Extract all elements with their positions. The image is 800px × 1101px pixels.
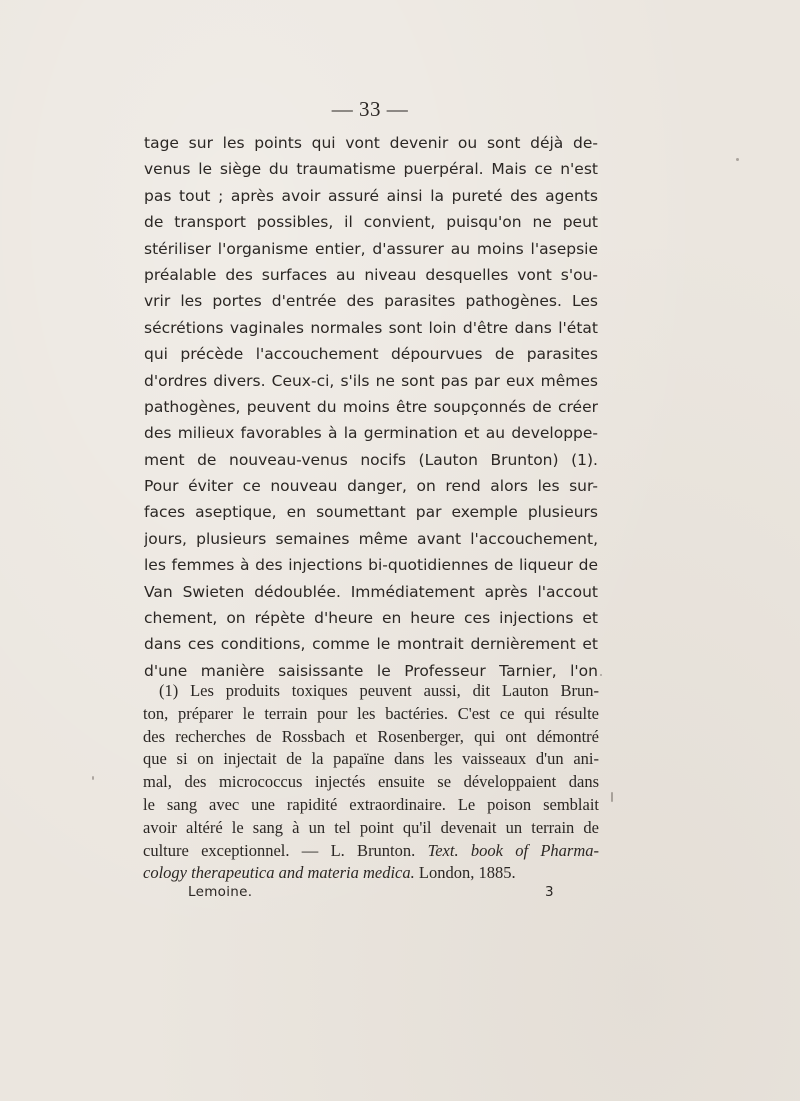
body-line: dans ces conditions, comme le montrait dernièrement et (144, 635, 598, 654)
paper-speck (736, 158, 739, 161)
footnote-line (143, 840, 599, 863)
body-text (144, 130, 598, 684)
footnote-book-title: Text. book of Pharma- (427, 840, 599, 860)
footnote-book-title-cont: cology therapeutica and materia medica. (143, 863, 415, 883)
body-line: Van Swieten dédoublée. Immédiatement après l'accout (144, 582, 598, 601)
footnote-line: des recherches de Rossbach et Rosenberger, qui ont démontré (143, 726, 599, 746)
footnote-line: mal, des micrococcus injectés ensuite se développaient dans (143, 772, 599, 792)
body-line: qui précède l'accouchement dépourvues de parasites (144, 345, 598, 364)
body-line: tage sur les points qui vont devenir ou sont déjà de- (144, 134, 598, 152)
paper-speck (600, 674, 602, 676)
body-line: venus le siège du traumatisme puerpéral. Mais ce n'est (144, 160, 598, 179)
body-line: stériliser l'organisme entier, d'assurer au moins l'asepsie (144, 239, 598, 258)
paper-speck (92, 776, 94, 780)
footnote-line-text: culture exceptionnel. — L. Brunton. (143, 840, 416, 860)
page-number: — 33 — (331, 97, 409, 121)
body-line: jours, plusieurs semaines même avant l'accouchement, (144, 529, 598, 548)
footnote-line: (1) Les produits toxiques peuvent aussi, dit Lauton Brun- (159, 681, 599, 700)
body-line: des milieux favorables à la germination et au developpe- (144, 424, 598, 443)
footnote-line: que si on injectait de la papaïne dans les vaisseaux d'un ani- (143, 749, 599, 769)
footnote-line (143, 862, 599, 885)
footnote-line: le sang avec une rapidité extraordinaire. Le poison semblait (143, 794, 599, 814)
body-line: pathogènes, peuvent du moins être soupçonnés de créer (144, 397, 598, 416)
body-line: Pour éviter ce nouveau danger, on rend alors les sur- (144, 477, 598, 496)
body-line: les femmes à des injections bi-quotidiennes de liqueur de (144, 556, 598, 575)
body-line: d'ordres divers. Ceux-ci, s'ils ne sont pas par eux mêmes (144, 371, 598, 390)
footnote-line: ton, préparer le terrain pour les bactéries. C'est ce qui résulte (143, 703, 599, 723)
body-line: sécrétions vaginales normales sont loin d'être dans l'état (144, 318, 598, 337)
signature-mark: Lemoine. (188, 884, 253, 900)
footnote-line: avoir altéré le sang à un tel point qu'il devenait un terrain de (143, 817, 599, 837)
body-line: d'une manière saisissante le Professeur Tarnier, l'on (144, 661, 598, 680)
body-line: faces aseptique, en soumettant par exemple plusieurs (144, 503, 598, 522)
footnote-imprint: London, 1885. (414, 863, 516, 883)
body-line: chement, on répète d'heure en heure ces injections et (144, 609, 598, 628)
body-line: de transport possibles, il convient, puisqu'on ne peut (144, 213, 598, 232)
body-line: ment de nouveau-venus nocifs (Lauton Brunton) (1). (144, 450, 598, 469)
paper-speck (611, 792, 613, 802)
body-line: pas tout ; après avoir assuré ainsi la pureté des agents (144, 186, 598, 205)
body-line: vrir les portes d'entrée des parasites pathogènes. Les (144, 292, 598, 311)
footnote (143, 680, 599, 885)
sheet-number: 3 (545, 884, 554, 900)
body-line: préalable des surfaces au niveau desquelles vont s'ou- (144, 265, 598, 284)
